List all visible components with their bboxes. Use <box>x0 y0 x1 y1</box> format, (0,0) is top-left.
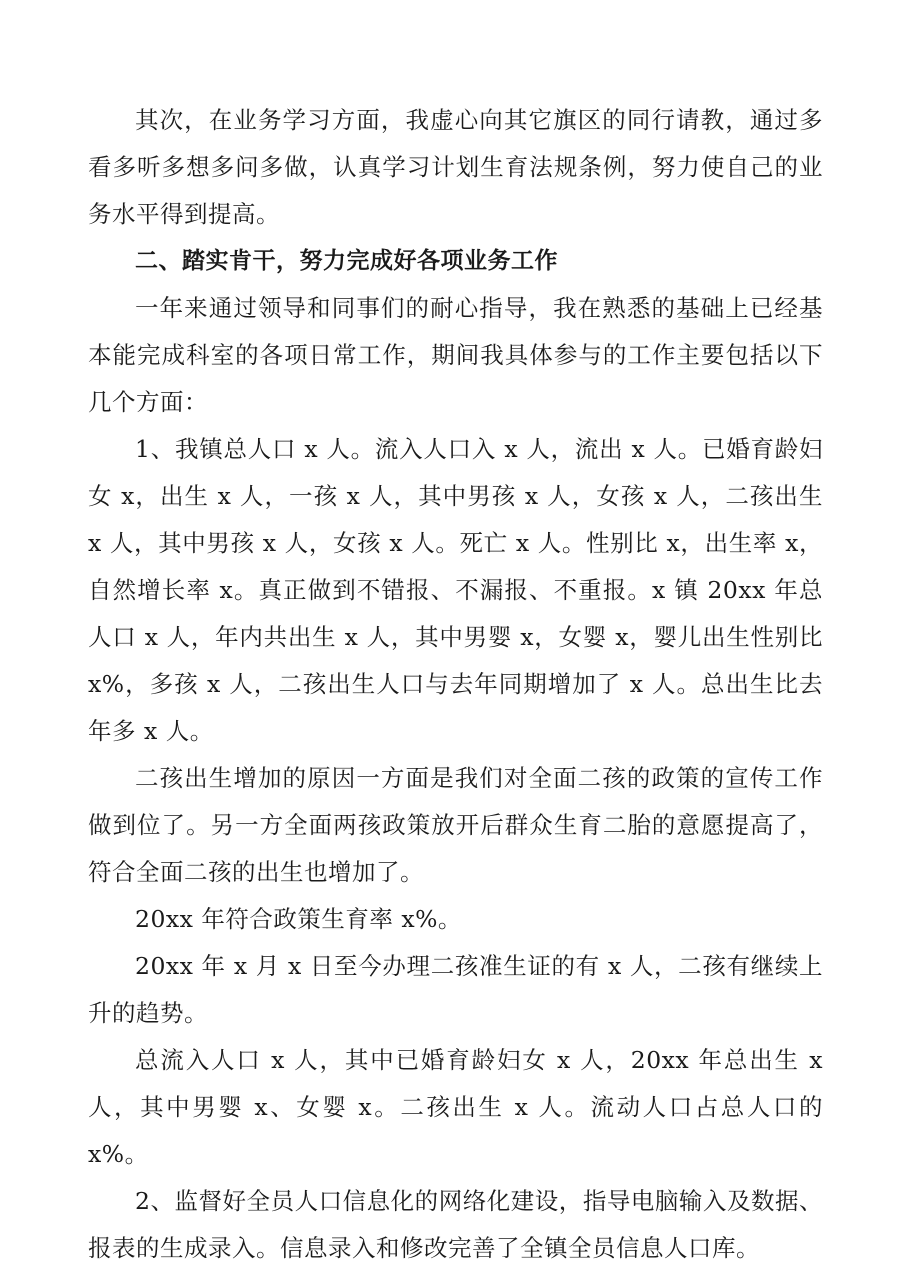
paragraph-migrant-population: 总流入人口 x 人，其中已婚育龄妇女 x 人，20xx 年总出生 x 人，其中男婴 x、女婴 x。二孩出生 x 人。流动人口占总人口的 x%。 <box>88 1046 823 1168</box>
document-body <box>88 97 823 1272</box>
paragraph-information-system: 2、监督好全员人口信息化的网络化建设，指导电脑输入及数据、报表的生成录入。信息录入和修改完善了全镇全员信息人口库。 <box>88 1187 823 1262</box>
paragraph-second-child-reason: 二孩出生增加的原因一方面是我们对全面二孩的政策的宣传工作做到位了。另一方全面两孩政策放开后群众生育二胎的意愿提高了，符合全面二孩的出生也增加了。 <box>88 764 823 886</box>
paragraph-birth-permits: 20xx 年 x 月 x 日至今办理二孩准生证的有 x 人，二孩有继续上升的趋势。 <box>88 952 823 1027</box>
paragraph-business-study: 其次，在业务学习方面，我虚心向其它旗区的同行请教，通过多看多听多想多问多做，认真学习计划生育法规条例，努力使自己的业务水平得到提高。 <box>88 106 823 228</box>
paragraph-population-stats: 1、我镇总人口 x 人。流入人口入 x 人，流出 x 人。已婚育龄妇女 x，出生 x 人，一孩 x 人，其中男孩 x 人，女孩 x 人，二孩出生 x 人，其中男孩 x 人，女孩 x 人。死亡 x 人。性别比 x，出生率 x，自然增长率 x。真正做到不错报、不漏报、不重报。x 镇 20xx 年总人口 x 人，年内共出生 x 人，其中男婴 x，女婴 x，婴儿出生性别比 x%，多孩 x 人，二孩出生人口与去年同期增加了 x 人。总出生比去年多 x 人。 <box>88 435 823 745</box>
paragraph-policy-rate: 20xx 年符合政策生育率 x%。 <box>135 905 462 933</box>
paragraph-intro: 一年来通过领导和同事们的耐心指导，我在熟悉的基础上已经基本能完成科室的各项日常工作，期间我具体参与的工作主要包括以下几个方面： <box>88 294 823 416</box>
section-heading: 二、踏实肯干，努力完成好各项业务工作 <box>135 248 558 274</box>
